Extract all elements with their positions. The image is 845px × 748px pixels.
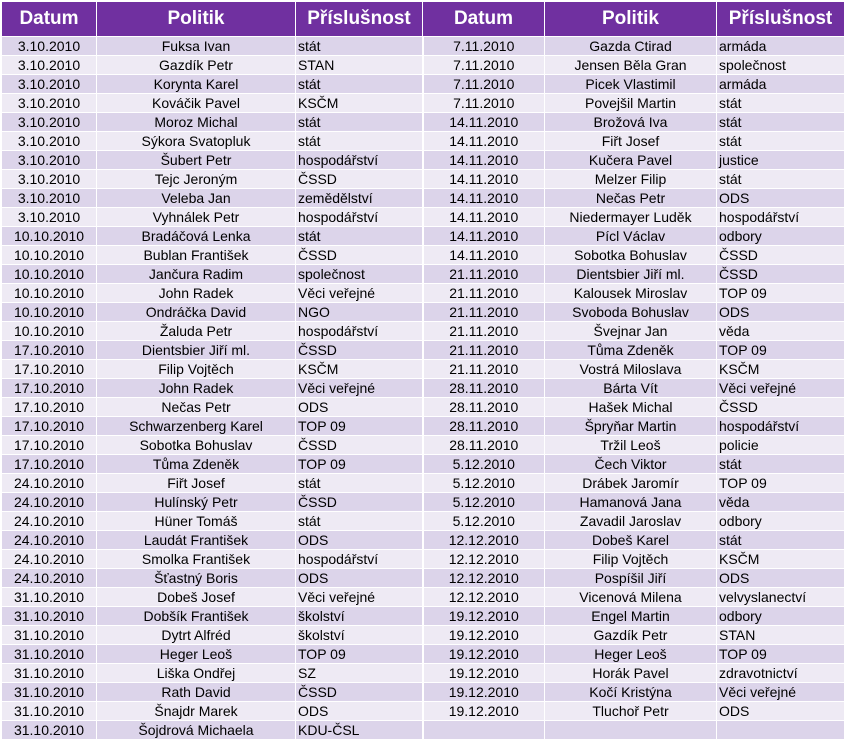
politician-cell: Veleba Jan — [97, 189, 296, 208]
politician-cell: Vyhnálek Petr — [97, 208, 296, 227]
politician-cell: Liška Ondřej — [97, 664, 296, 683]
politician-cell: Pospíšil Jiří — [545, 569, 717, 588]
politician-cell: Kalousek Miroslav — [545, 284, 717, 303]
table-row — [2, 75, 845, 94]
politician-cell: Povejšil Martin — [545, 94, 717, 113]
politician-cell: Kováčik Pavel — [97, 94, 296, 113]
date-cell: 17.10.2010 — [2, 398, 97, 417]
politicians-table — [1, 1, 845, 740]
affiliation-cell: hospodářství — [717, 208, 845, 227]
politician-cell: Hašek Michal — [545, 398, 717, 417]
date-cell: 14.11.2010 — [423, 132, 545, 151]
table-row — [2, 265, 845, 284]
affiliation-cell: TOP 09 — [717, 645, 845, 664]
date-cell: 24.10.2010 — [2, 512, 97, 531]
date-cell: 12.12.2010 — [423, 531, 545, 550]
table-row — [2, 360, 845, 379]
date-cell: 7.11.2010 — [423, 37, 545, 56]
table-row — [2, 531, 845, 550]
affiliation-cell: KSČM — [296, 94, 423, 113]
politician-cell: Hüner Tomáš — [97, 512, 296, 531]
politician-cell: Heger Leoš — [97, 645, 296, 664]
date-cell: 31.10.2010 — [2, 702, 97, 721]
date-cell: 19.12.2010 — [423, 645, 545, 664]
date-cell: 31.10.2010 — [2, 664, 97, 683]
table-row — [2, 322, 845, 341]
affiliation-cell: stát — [296, 132, 423, 151]
affiliation-cell: SZ — [296, 664, 423, 683]
date-cell: 10.10.2010 — [2, 227, 97, 246]
affiliation-cell: hospodářství — [296, 322, 423, 341]
affiliation-cell: hospodářství — [717, 417, 845, 436]
date-cell: 12.12.2010 — [423, 588, 545, 607]
table-row — [2, 398, 845, 417]
table-row — [2, 246, 845, 265]
politician-cell: Šťastný Boris — [97, 569, 296, 588]
date-cell: 17.10.2010 — [2, 436, 97, 455]
politician-cell: Svoboda Bohuslav — [545, 303, 717, 322]
affiliation-cell: armáda — [717, 37, 845, 56]
date-cell: 3.10.2010 — [2, 56, 97, 75]
politician-cell: Filip Vojtěch — [545, 550, 717, 569]
table-row — [2, 569, 845, 588]
table-row — [2, 607, 845, 626]
politician-cell: Čech Viktor — [545, 455, 717, 474]
affiliation-cell — [717, 721, 845, 740]
date-cell: 14.11.2010 — [423, 227, 545, 246]
affiliation-cell: velvyslanectví — [717, 588, 845, 607]
header-datum-1: Datum — [2, 2, 97, 37]
table-row — [2, 132, 845, 151]
date-cell: 3.10.2010 — [2, 151, 97, 170]
affiliation-cell: společnost — [296, 265, 423, 284]
politician-cell: Melzer Filip — [545, 170, 717, 189]
table-row — [2, 588, 845, 607]
date-cell: 10.10.2010 — [2, 284, 97, 303]
date-cell: 5.12.2010 — [423, 512, 545, 531]
date-cell: 10.10.2010 — [2, 246, 97, 265]
table-row — [2, 284, 845, 303]
politician-cell: Brožová Iva — [545, 113, 717, 132]
affiliation-cell: odbory — [717, 607, 845, 626]
affiliation-cell: TOP 09 — [717, 341, 845, 360]
date-cell: 5.12.2010 — [423, 493, 545, 512]
header-row — [2, 2, 845, 37]
affiliation-cell: hospodářství — [296, 208, 423, 227]
affiliation-cell: ČSSD — [717, 398, 845, 417]
affiliation-cell: zemědělství — [296, 189, 423, 208]
date-cell: 5.12.2010 — [423, 474, 545, 493]
affiliation-cell: stát — [717, 113, 845, 132]
affiliation-cell: ODS — [296, 531, 423, 550]
affiliation-cell: ČSSD — [296, 493, 423, 512]
politician-cell: Švejnar Jan — [545, 322, 717, 341]
politician-cell: Bublan František — [97, 246, 296, 265]
politician-cell: Niedermayer Luděk — [545, 208, 717, 227]
date-cell: 12.12.2010 — [423, 550, 545, 569]
politician-cell: Ondráčka David — [97, 303, 296, 322]
date-cell: 19.12.2010 — [423, 607, 545, 626]
politician-cell: Heger Leoš — [545, 645, 717, 664]
date-cell: 24.10.2010 — [2, 493, 97, 512]
affiliation-cell: Věci veřejné — [717, 683, 845, 702]
date-cell: 3.10.2010 — [2, 208, 97, 227]
affiliation-cell: TOP 09 — [717, 474, 845, 493]
affiliation-cell: armáda — [717, 75, 845, 94]
politician-cell: Šubert Petr — [97, 151, 296, 170]
affiliation-cell: zdravotnictví — [717, 664, 845, 683]
table-row — [2, 303, 845, 322]
table-row — [2, 550, 845, 569]
table-row — [2, 151, 845, 170]
affiliation-cell: ČSSD — [717, 246, 845, 265]
politician-cell: Kočí Kristýna — [545, 683, 717, 702]
affiliation-cell: ČSSD — [296, 436, 423, 455]
affiliation-cell: ODS — [717, 189, 845, 208]
date-cell: 24.10.2010 — [2, 550, 97, 569]
date-cell: 14.11.2010 — [423, 189, 545, 208]
affiliation-cell: stát — [296, 75, 423, 94]
date-cell: 24.10.2010 — [2, 569, 97, 588]
politician-cell: Šojdrová Michaela — [97, 721, 296, 740]
affiliation-cell: Věci veřejné — [717, 379, 845, 398]
date-cell: 28.11.2010 — [423, 436, 545, 455]
date-cell: 7.11.2010 — [423, 94, 545, 113]
table-row — [2, 417, 845, 436]
table-row — [2, 512, 845, 531]
date-cell: 28.11.2010 — [423, 398, 545, 417]
table-row — [2, 341, 845, 360]
date-cell: 19.12.2010 — [423, 702, 545, 721]
date-cell: 31.10.2010 — [2, 607, 97, 626]
date-cell: 3.10.2010 — [2, 132, 97, 151]
politician-cell: Rath David — [97, 683, 296, 702]
date-cell: 28.11.2010 — [423, 417, 545, 436]
affiliation-cell: stát — [717, 531, 845, 550]
date-cell: 5.12.2010 — [423, 455, 545, 474]
affiliation-cell: ČSSD — [296, 246, 423, 265]
date-cell: 19.12.2010 — [423, 626, 545, 645]
table-row — [2, 56, 845, 75]
date-cell: 7.11.2010 — [423, 56, 545, 75]
politician-cell: Schwarzenberg Karel — [97, 417, 296, 436]
header-datum-2: Datum — [423, 2, 545, 37]
affiliation-cell: KDU-ČSL — [296, 721, 423, 740]
politician-cell: Korynta Karel — [97, 75, 296, 94]
affiliation-cell: KSČM — [717, 360, 845, 379]
affiliation-cell: věda — [717, 322, 845, 341]
date-cell: 3.10.2010 — [2, 75, 97, 94]
date-cell — [423, 721, 545, 740]
politician-cell: Filip Vojtěch — [97, 360, 296, 379]
date-cell: 31.10.2010 — [2, 683, 97, 702]
date-cell: 3.10.2010 — [2, 189, 97, 208]
date-cell: 19.12.2010 — [423, 664, 545, 683]
affiliation-cell: ČSSD — [296, 170, 423, 189]
date-cell: 17.10.2010 — [2, 455, 97, 474]
date-cell: 21.11.2010 — [423, 284, 545, 303]
date-cell: 21.11.2010 — [423, 360, 545, 379]
affiliation-cell: stát — [717, 132, 845, 151]
politician-cell: Engel Martin — [545, 607, 717, 626]
date-cell: 14.11.2010 — [423, 151, 545, 170]
affiliation-cell: stát — [296, 474, 423, 493]
politician-cell: Šnajdr Marek — [97, 702, 296, 721]
affiliation-cell: stát — [717, 94, 845, 113]
table-row — [2, 189, 845, 208]
politician-cell: Špryňar Martin — [545, 417, 717, 436]
affiliation-cell: Věci veřejné — [296, 284, 423, 303]
politician-cell: Dientsbier Jiří ml. — [97, 341, 296, 360]
table-row — [2, 683, 845, 702]
affiliation-cell: policie — [717, 436, 845, 455]
affiliation-cell: stát — [296, 512, 423, 531]
table-row — [2, 493, 845, 512]
politician-cell: Dobšík František — [97, 607, 296, 626]
affiliation-cell: školství — [296, 626, 423, 645]
date-cell: 19.12.2010 — [423, 683, 545, 702]
politician-cell: Laudát František — [97, 531, 296, 550]
affiliation-cell: stát — [296, 37, 423, 56]
politician-cell: Tůma Zdeněk — [97, 455, 296, 474]
affiliation-cell: ODS — [717, 303, 845, 322]
affiliation-cell: ODS — [296, 398, 423, 417]
date-cell: 3.10.2010 — [2, 94, 97, 113]
politician-cell: Horák Pavel — [545, 664, 717, 683]
politician-cell: Sobotka Bohuslav — [97, 436, 296, 455]
header-politik-1: Politik — [97, 2, 296, 37]
affiliation-cell: hospodářství — [296, 550, 423, 569]
date-cell: 24.10.2010 — [2, 474, 97, 493]
table-row — [2, 37, 845, 56]
affiliation-cell: Věci veřejné — [296, 379, 423, 398]
table-row — [2, 227, 845, 246]
politician-cell: Bradáčová Lenka — [97, 227, 296, 246]
affiliation-cell: ODS — [717, 702, 845, 721]
politician-cell: Sýkora Svatopluk — [97, 132, 296, 151]
affiliation-cell: stát — [717, 170, 845, 189]
politician-cell: Hulínský Petr — [97, 493, 296, 512]
affiliation-cell: ČSSD — [296, 341, 423, 360]
affiliation-cell: KSČM — [717, 550, 845, 569]
table-row — [2, 379, 845, 398]
politician-cell: Dobeš Josef — [97, 588, 296, 607]
affiliation-cell: odbory — [717, 512, 845, 531]
affiliation-cell: ČSSD — [717, 265, 845, 284]
date-cell: 10.10.2010 — [2, 303, 97, 322]
politician-cell: Tůma Zdeněk — [545, 341, 717, 360]
table-row — [2, 474, 845, 493]
date-cell: 28.11.2010 — [423, 379, 545, 398]
affiliation-cell: věda — [717, 493, 845, 512]
politician-cell: Pícl Václav — [545, 227, 717, 246]
politician-cell: Fuksa Ivan — [97, 37, 296, 56]
date-cell: 21.11.2010 — [423, 322, 545, 341]
affiliation-cell: Věci veřejné — [296, 588, 423, 607]
politician-cell: Jensen Běla Gran — [545, 56, 717, 75]
date-cell: 17.10.2010 — [2, 417, 97, 436]
date-cell: 10.10.2010 — [2, 265, 97, 284]
table-row — [2, 645, 845, 664]
politician-cell: Dobeš Karel — [545, 531, 717, 550]
affiliation-cell: odbory — [717, 227, 845, 246]
politician-cell: Fiřt Josef — [545, 132, 717, 151]
affiliation-cell: školství — [296, 607, 423, 626]
table-row — [2, 664, 845, 683]
date-cell: 21.11.2010 — [423, 341, 545, 360]
politician-cell: Tluchoř Petr — [545, 702, 717, 721]
politician-cell: Picek Vlastimil — [545, 75, 717, 94]
politician-cell: Dytrt Alfréd — [97, 626, 296, 645]
date-cell: 3.10.2010 — [2, 113, 97, 132]
table-row — [2, 94, 845, 113]
affiliation-cell: hospodářství — [296, 151, 423, 170]
header-prislusnost-2: Příslušnost — [717, 2, 845, 37]
affiliation-cell: TOP 09 — [717, 284, 845, 303]
politician-cell: Nečas Petr — [97, 398, 296, 417]
politician-cell: Smolka František — [97, 550, 296, 569]
affiliation-cell: ČSSD — [296, 683, 423, 702]
table-row — [2, 208, 845, 227]
politician-cell: Drábek Jaromír — [545, 474, 717, 493]
affiliation-cell: ODS — [296, 702, 423, 721]
politician-cell: John Radek — [97, 284, 296, 303]
affiliation-cell: KSČM — [296, 360, 423, 379]
politician-cell: Moroz Michal — [97, 113, 296, 132]
politician-cell: Žaluda Petr — [97, 322, 296, 341]
politician-cell: Gazdík Petr — [97, 56, 296, 75]
affiliation-cell: stát — [296, 113, 423, 132]
affiliation-cell: TOP 09 — [296, 645, 423, 664]
date-cell: 31.10.2010 — [2, 645, 97, 664]
date-cell: 14.11.2010 — [423, 113, 545, 132]
header-politik-2: Politik — [545, 2, 717, 37]
politician-cell — [545, 721, 717, 740]
affiliation-cell: společnost — [717, 56, 845, 75]
politician-cell: John Radek — [97, 379, 296, 398]
politician-cell: Vostrá Miloslava — [545, 360, 717, 379]
affiliation-cell: NGO — [296, 303, 423, 322]
date-cell: 31.10.2010 — [2, 721, 97, 740]
politician-cell: Tejc Jeroným — [97, 170, 296, 189]
date-cell: 12.12.2010 — [423, 569, 545, 588]
table-row — [2, 436, 845, 455]
date-cell: 3.10.2010 — [2, 170, 97, 189]
date-cell: 17.10.2010 — [2, 360, 97, 379]
politician-cell: Fiřt Josef — [97, 474, 296, 493]
politician-cell: Dientsbier Jiří ml. — [545, 265, 717, 284]
politician-cell: Zavadil Jaroslav — [545, 512, 717, 531]
affiliation-cell: justice — [717, 151, 845, 170]
politician-cell: Jančura Radim — [97, 265, 296, 284]
date-cell: 3.10.2010 — [2, 37, 97, 56]
header-prislusnost-1: Příslušnost — [296, 2, 423, 37]
table-body — [2, 37, 845, 740]
affiliation-cell: ODS — [296, 569, 423, 588]
date-cell: 14.11.2010 — [423, 208, 545, 227]
date-cell: 31.10.2010 — [2, 588, 97, 607]
politician-cell: Kučera Pavel — [545, 151, 717, 170]
politician-cell: Gazdík Petr — [545, 626, 717, 645]
affiliation-cell: ODS — [717, 569, 845, 588]
table-row — [2, 626, 845, 645]
politician-cell: Bárta Vít — [545, 379, 717, 398]
date-cell: 31.10.2010 — [2, 626, 97, 645]
date-cell: 14.11.2010 — [423, 170, 545, 189]
affiliation-cell: stát — [296, 227, 423, 246]
affiliation-cell: TOP 09 — [296, 417, 423, 436]
table-row — [2, 170, 845, 189]
politician-cell: Hamanová Jana — [545, 493, 717, 512]
affiliation-cell: stát — [717, 455, 845, 474]
date-cell: 21.11.2010 — [423, 265, 545, 284]
affiliation-cell: STAN — [717, 626, 845, 645]
affiliation-cell: TOP 09 — [296, 455, 423, 474]
date-cell: 24.10.2010 — [2, 531, 97, 550]
date-cell: 21.11.2010 — [423, 303, 545, 322]
date-cell: 10.10.2010 — [2, 322, 97, 341]
date-cell: 7.11.2010 — [423, 75, 545, 94]
table-row — [2, 702, 845, 721]
date-cell: 17.10.2010 — [2, 379, 97, 398]
table-row — [2, 721, 845, 740]
date-cell: 14.11.2010 — [423, 246, 545, 265]
date-cell: 17.10.2010 — [2, 341, 97, 360]
politician-cell: Tržil Leoš — [545, 436, 717, 455]
affiliation-cell: STAN — [296, 56, 423, 75]
politician-cell: Sobotka Bohuslav — [545, 246, 717, 265]
politician-cell: Vicenová Milena — [545, 588, 717, 607]
table-row — [2, 455, 845, 474]
table-row — [2, 113, 845, 132]
politician-cell: Gazda Ctirad — [545, 37, 717, 56]
politician-cell: Nečas Petr — [545, 189, 717, 208]
